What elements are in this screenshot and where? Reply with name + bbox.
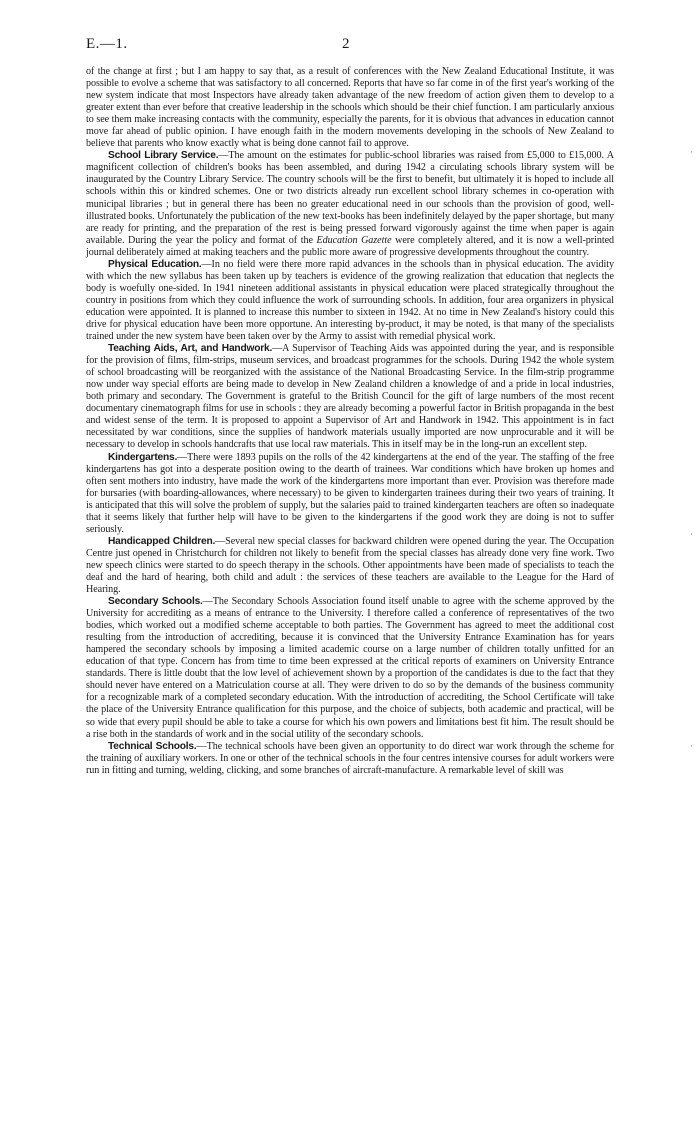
- paragraph-teaching-aids: [86, 343, 614, 451]
- scan-margin-mark: ·: [690, 148, 693, 158]
- section-heading: Technical Schools.: [108, 740, 197, 752]
- section-heading: Handicapped Children.: [108, 535, 216, 547]
- section-heading: Secondary Schools.: [108, 596, 203, 608]
- paragraph-text: —The technical schools have been given an opportunity to do direct war work through the scheme for the training of auxiliary workers. In one or other of the technical schools in the four centres intensive courses for adult workers were run in fitting and turning, welding, clicking, and some branches of aircraft-manufacture. A remarkable level of skill was: [86, 740, 614, 776]
- page-number: 2: [342, 36, 350, 52]
- report-reference: E.—1.: [86, 36, 128, 52]
- paragraph-text: —There were 1893 pupils on the rolls of the 42 kindergartens at the end of the year. The staffing of the free kindergartens has got into a desperate position owing to the dearth of trainees. War conditions which have broken up homes and often sent mothers into industry, have made the work of the kindergartens more important than ever. Provision was therefore made for bursaries (with boarding-allowances, where necessary) to be given to kindergarten trainees during their two years of training. It is anticipated that this will solve the problem of supply, but the salaries paid to trained kindergarten teachers are often so inadequate that it seems likely that further help will have to be given to the kindergartens if the good work they are doing is not to suffer seriously.: [86, 451, 614, 535]
- scan-margin-mark: ·: [690, 742, 693, 752]
- paragraph-text: —Several new special classes for backward children were opened during the year. The Occupation Centre just opened in Christchurch for children not likely to benefit from the special classes has already done very fine work. Two new speech clinics were started to do speech therapy in the schools. Other appointments have been made of specialists to teach the deaf and the hard of hearing, both child and adult : the services of these teachers are available to the League for the Hard of Hearing.: [86, 535, 614, 596]
- paragraph-text: —In no field were there more rapid advances in the schools than in physical education. The avidity with which the new syllabus has been taken up by teachers is evidence of the growing realization that education that neglects the body is woefully one-sided. In 1941 nineteen additional assistants in physical education were placed strategically throughout the country in positions from which they could influence the work of surrounding schools. In addition, four area organizers in physical education were appointed. It is planned to increase this number to sixteen in 1942. At no time in New Zealand's history could this drive for physical education have been more opportune. An interesting by-product, it may be noted, is that many of the specialists trained under the new system have been taken over by the Army to assist with remedial physical work.: [86, 258, 614, 343]
- paragraph-text: were completely altered, and it is now a well-printed journal deliberately aimed at making teachers and the public more aware of progressive developments throughout the country.: [86, 234, 615, 258]
- paragraph-physical-education: [86, 259, 614, 343]
- scan-margin-mark: ·: [690, 530, 693, 540]
- section-heading: School Library Service.: [108, 150, 219, 162]
- paragraph-continuation: [86, 66, 614, 150]
- page-header: [86, 36, 626, 56]
- report-body: [86, 66, 614, 777]
- section-heading: Kindergartens.: [108, 451, 178, 463]
- paragraph-text: —The amount on the estimates for public-school libraries was raised from £5,000 to £15,000. A magnificent collection of children's books has been assembled, and during 1942 a circulating schools library system will be inaugurated by the Country Library Service. The country schools will be the first to benefit, but ultimately it is hoped to include all schools within this or kindred schemes. One or two districts already run excellent school library schemes in co-operation with municipal libraries ; but in general there has been no greater educational need in our schools than the provision of good, well-illustrated books. Unfortunately the publication of the new text-books has been indefinitely delayed by the paper shortage, but many are ready for printing, and the preparation of the rest is being pressed forward vigorously against the time when paper is again available. During the year the policy and format of the: [86, 150, 614, 246]
- paragraph-kindergartens: [86, 452, 614, 536]
- paragraph-handicapped-children: [86, 536, 614, 596]
- paragraph-technical-schools: [86, 741, 614, 777]
- section-heading: Teaching Aids, Art, and Handwork.: [108, 343, 273, 355]
- section-heading: Physical Education.: [108, 258, 202, 270]
- paragraph-text: —A Supervisor of Teaching Aids was appointed during the year, and is responsible for the provision of films, film-strips, museum services, and broadcast programmes for the schools. During 1942 the whole system of school broadcasting will be reorganized with the assistance of the National Broadcasting Service. In the film-strip programme now under way special efforts are being made to develop in New Zealand children a knowledge of and a pride in local industries, both primary and secondary. The Government is grateful to the British Council for the gift of large numbers of the most recent documentary cinematograph films for use in schools : they are already becoming a powerful factor in British propaganda in the best and widest sense of the term. It is proposed to appoint a Supervisor of Art and Handwork in 1942. This appointment is in fact necessitated by war conditions, since the supplies of handwork materials usually imported are now unprocurable and it will be necessary to develop in schools handcrafts that use local raw materials. This in itself may be in the long-run an excellent step.: [86, 343, 614, 451]
- publication-title: Education Gazette: [316, 234, 392, 246]
- paragraph-text: —The Secondary Schools Association found itself unable to agree with the scheme approved by the University for accrediting as a means of entrance to the University. I therefore called a conference of representatives of the two bodies, which worked out a modified scheme acceptable to both parties. The Government has agreed to meet the additional cost resulting from the introduction of accrediting, because it is convinced that the University Entrance Examination has for years hampered the secondary schools by imposing a limited academic course on a large number of children totally unfitted for an education of that type. Concern has from time to time been expressed at the critical reports of examiners on University Entrance standards. There is little doubt that the low level of achievement shown by a proportion of the candidates is due to the fact that they should never have entered on a Matriculation course at all. They were driven to do so by the demands of the business community for a recognizable mark of a completed secondary education. With the introduction of accrediting, the School Certificate will take the place of the University Entrance qualification for this purpose, and the choice of subjects, both academic and practical, will be so wide that every pupil should be able to take a course for which his own powers and limitations best fit him. The result should be a rise both in the standards of work and in the social utility of the secondary schools.: [86, 596, 614, 740]
- paragraph-secondary-schools: [86, 596, 614, 741]
- paragraph-text: of the change at first ; but I am happy to say that, as a result of conferences with the New Zealand Educational Institute, it was possible to evolve a scheme that was satisfactory to all concerned. Reports that have so far come in of the first year's working of the new system indicate that most Inspectors have already taken advantage of the new freedom of action given them to develop to a greater extent than ever before that creative leadership in the schools which should be their chief function. I am particularly anxious to see them make increasing contacts with the community, especially the parents, for it is obvious that advances in education cannot move far ahead of public opinion. I have enough faith in the modern movements developing in the schools of New Zealand to believe that parents who know exactly what is being done cannot fail to approve.: [86, 66, 614, 150]
- paragraph-school-library-service: [86, 150, 614, 258]
